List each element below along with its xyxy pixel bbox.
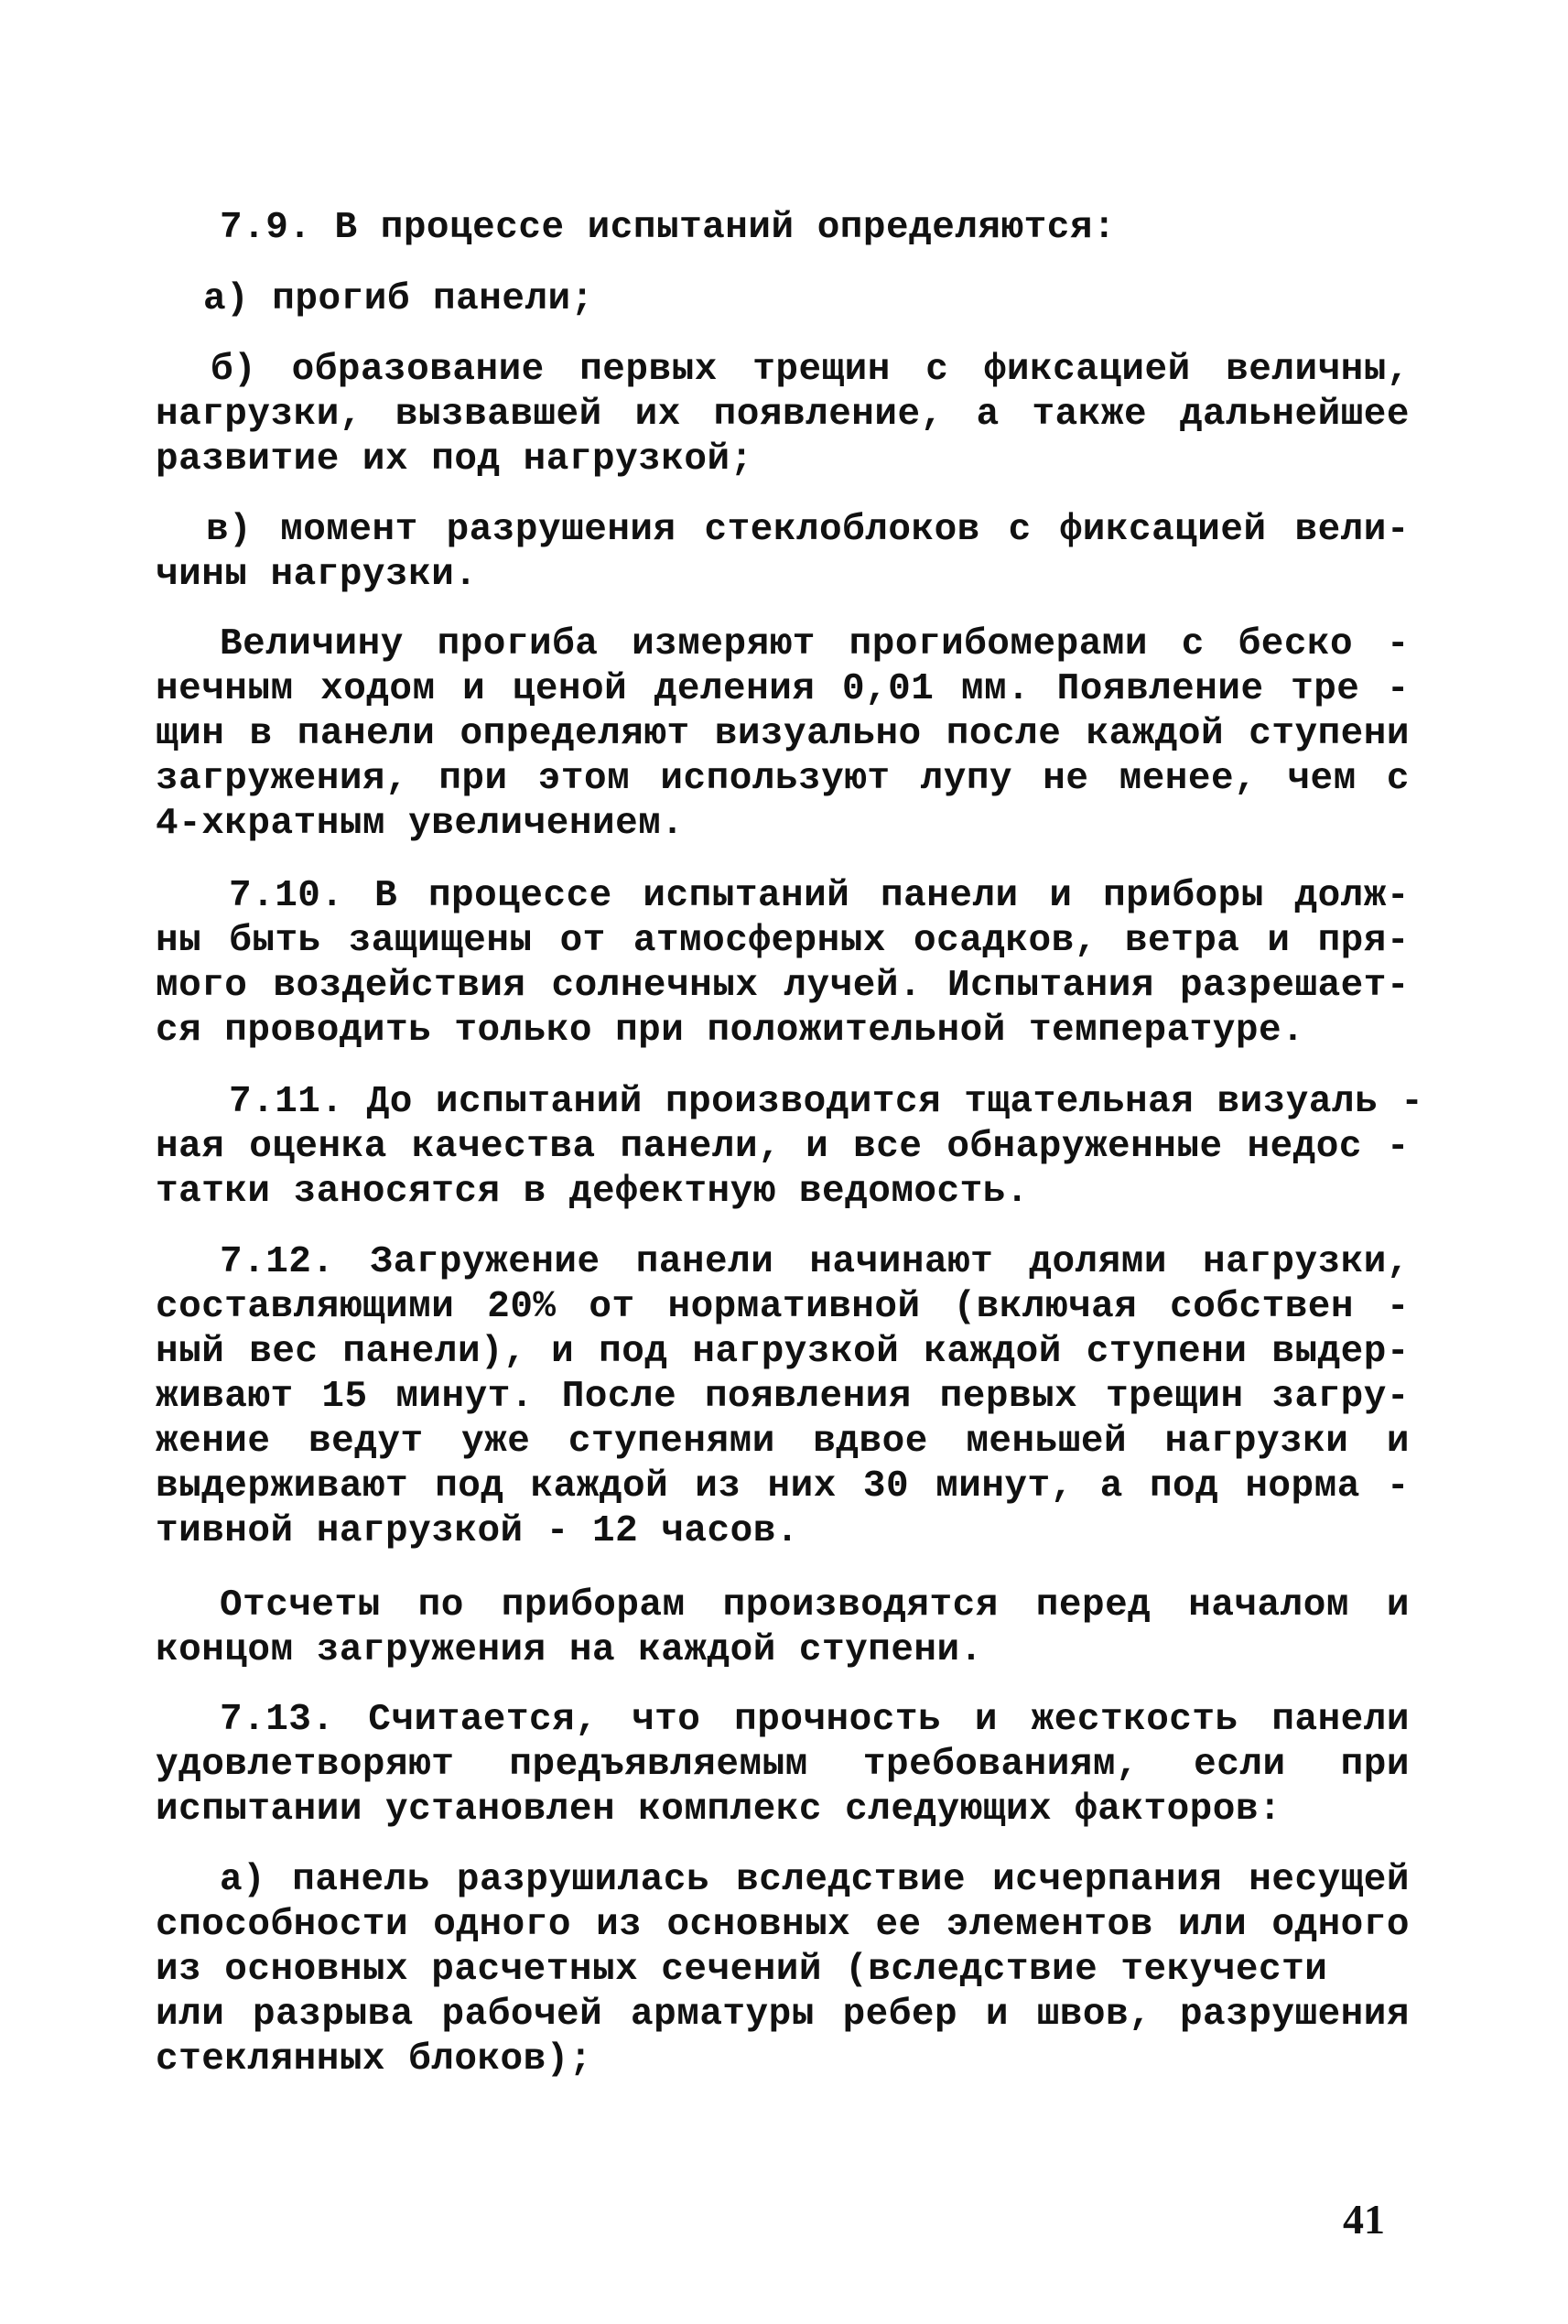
text-line: составляющими 20% от нормативной (включая собствен - xyxy=(156,1286,1410,1328)
paragraph-a2 xyxy=(156,1858,1410,2082)
paragraph-7-11 xyxy=(156,1080,1424,1215)
text-line: в) момент разрушения стеклоблоков с фиксацией вели- xyxy=(206,509,1410,551)
text-line: ны быть защищены от атмосферных осадков, ветра и пря- xyxy=(156,920,1410,962)
text-line: или разрыва рабочей арматуры ребер и швов, разрушения xyxy=(156,1994,1410,2036)
text-line: щин в панели определяют визуально после каждой ступени xyxy=(156,713,1410,755)
paragraph-velichinu xyxy=(156,622,1410,847)
text-line: нечным ходом и ценой деления 0,01 мм. Появление тре - xyxy=(156,668,1410,710)
text-line: а) прогиб панели; xyxy=(203,278,594,320)
text-line: мого воздействия солнечных лучей. Испытания разрешает- xyxy=(156,965,1410,1007)
text-line: живают 15 минут. После появления первых трещин загру- xyxy=(156,1376,1410,1418)
text-line: татки заносятся в дефектную ведомость. xyxy=(156,1171,1029,1213)
text-line: Отсчеты по приборам производятся перед началом и xyxy=(220,1584,1410,1627)
text-line: б) образование первых трещин с фиксацией величны, xyxy=(211,349,1410,391)
text-line: развитие их под нагрузкой; xyxy=(156,438,753,481)
paragraph-7-12 xyxy=(156,1240,1410,1554)
text-line: выдерживают под каждой из них 30 минут, а под норма - xyxy=(156,1465,1410,1508)
paragraph-v xyxy=(156,508,1410,598)
text-line: нагрузки, вызвавшей их появление, а также дальнейшее xyxy=(156,394,1410,436)
text-line: из основных расчетных сечений (вследствие текучести xyxy=(156,1949,1328,1991)
paragraph-7-9 xyxy=(220,206,1410,251)
text-line: 4-хкратным увеличением. xyxy=(156,803,685,845)
paragraph-a xyxy=(203,277,1393,322)
text-line: ся проводить только при положительной температуре. xyxy=(156,1010,1305,1052)
paragraph-7-13 xyxy=(156,1698,1410,1832)
text-line: чины нагрузки. xyxy=(156,554,478,596)
text-line: 7.10. В процессе испытаний панели и приборы долж- xyxy=(229,875,1410,917)
text-line: а) панель разрушилась вследствие исчерпания несущей xyxy=(220,1859,1410,1901)
page-number: 41 xyxy=(1343,2196,1385,2243)
text-line: ный вес панели), и под нагрузкой каждой ступени выдер- xyxy=(156,1331,1410,1373)
text-line: жение ведут уже ступенями вдвое меньшей нагрузки и xyxy=(156,1421,1410,1463)
text-line: 7.13. Считается, что прочность и жесткость панели xyxy=(220,1699,1410,1741)
text-line: способности одного из основных ее элементов или одного xyxy=(156,1904,1410,1946)
text-line: стеклянных блоков); xyxy=(156,2038,592,2081)
paragraph-b xyxy=(156,348,1410,482)
text-line: удовлетворяют предъявляемым требованиям, если при xyxy=(156,1744,1410,1786)
text-line: тивной нагрузкой - 12 часов. xyxy=(156,1510,799,1552)
text-line: 7.11. До испытаний производится тщательная визуаль - xyxy=(229,1081,1424,1123)
text-line: загружения, при этом используют лупу не менее, чем с xyxy=(156,758,1410,800)
text-line: 7.9. В процессе испытаний определяются: xyxy=(220,207,1117,249)
text-line: ная оценка качества панели, и все обнаруженные недос - xyxy=(156,1126,1410,1168)
text-line: 7.12. Загружение панели начинают долями нагрузки, xyxy=(220,1241,1410,1283)
paragraph-otschety xyxy=(156,1584,1410,1673)
paragraph-7-10 xyxy=(156,874,1410,1054)
text-line: испытании установлен комплекс следующих факторов: xyxy=(156,1789,1282,1831)
text-line: Величину прогиба измеряют прогибомерами с беско - xyxy=(220,623,1410,665)
text-line: концом загружения на каждой ступени. xyxy=(156,1629,983,1671)
